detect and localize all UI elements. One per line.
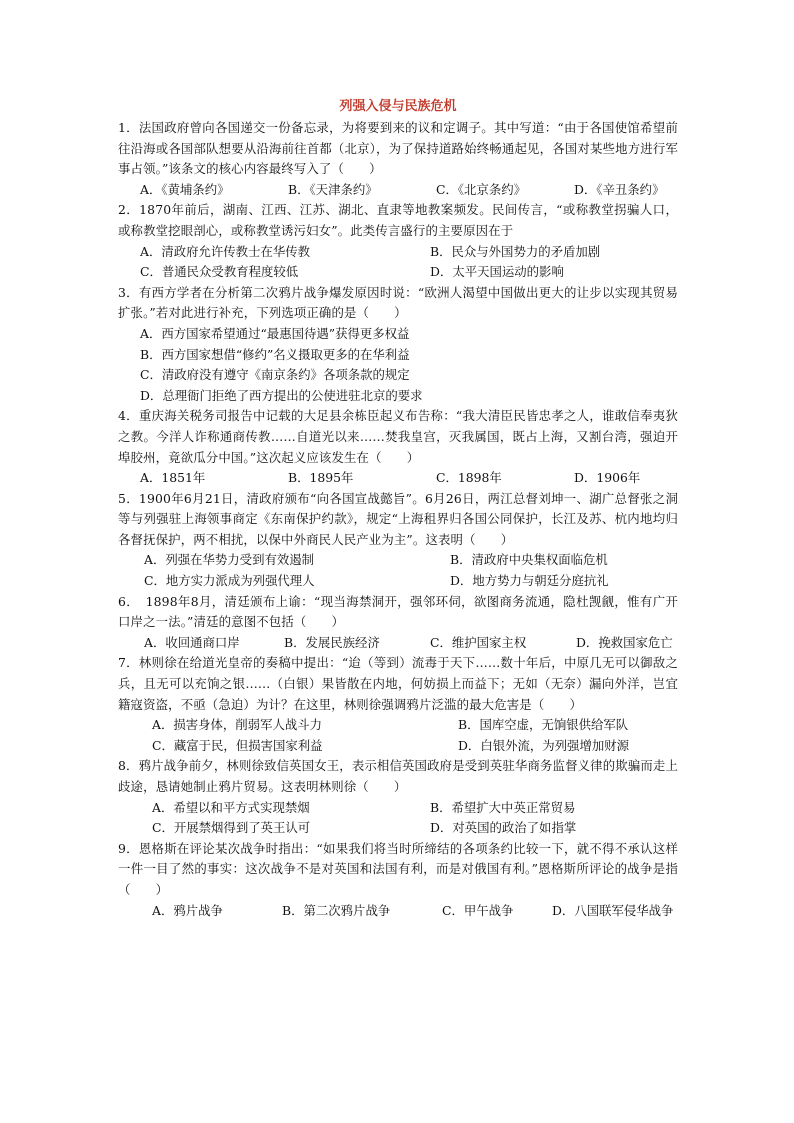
question-9-option-a: A．鸦片战争 — [152, 902, 223, 918]
question-5-options — [118, 550, 678, 591]
question-6-stem: 6． 1898年8月，清廷颁布上谕：“现当海禁洞开，强邻环伺，欲图商务流通，隐杜觊觎，惟有广开口岸之一法。”清廷的意图不包括（ ） — [118, 593, 678, 630]
question-4-stem: 4．重庆海关税务司报告中记载的大足县余栋臣起义布告称：“我大清臣民皆忠孝之人，谁敢信奉夷狄之教。今洋人诈称通商传教……自道光以来……焚我皇宫，灭我属国，既占上海，又割台湾，强迫开埠胶州，竟欲瓜分中国。”这次起义应该发生在（ ） — [118, 408, 678, 465]
question-3-option-a: A．西方国家希望通过“最惠国待遇”获得更多权益 — [140, 325, 410, 341]
question-2-options — [118, 242, 678, 283]
question-3-option-d: D．总理衙门拒绝了西方提出的公使进驻北京的要求 — [140, 387, 423, 403]
question-1-option-d: D．《辛丑条约》 — [574, 181, 665, 197]
question-6-options — [118, 633, 678, 654]
question-6-option-c: C．维护国家主权 — [430, 634, 527, 650]
question-8-option-c: C．开展禁烟得到了英王认可 — [152, 820, 311, 836]
question-1-options — [118, 180, 678, 201]
question-1-option-b: B．《天津条约》 — [288, 181, 378, 197]
question-8-options — [118, 798, 678, 839]
question-7-option-b: B．国库空虚，无饷银供给军队 — [458, 717, 629, 733]
question-1-option-c: C．《北京条约》 — [436, 181, 527, 197]
question-2-option-b: B．民众与外国势力的矛盾加剧 — [430, 243, 601, 259]
question-4-option-a: A．1851年 — [140, 470, 206, 486]
question-9-stem: 9．恩格斯在评论某次战争时指出：“如果我们将当时所缔结的各项条约比较一下，就不得不承认这样一件一目了然的事实：这次战争不是对英国和法国有利，而是对俄国有利。”恩格斯所评论的战争是指（ ） — [118, 840, 678, 897]
question-6-option-b: B．发展民族经济 — [284, 634, 380, 650]
question-4-option-d: D．1906年 — [574, 470, 641, 486]
question-3-option-b: B．西方国家想借“修约”名义摄取更多的在华利益 — [140, 346, 410, 362]
question-1-option-a: A．《黄埔条约》 — [140, 181, 230, 197]
question-9-option-c: C．甲午战争 — [442, 902, 514, 918]
question-3-stem: 3．有西方学者在分析第二次鸦片战争爆发原因时说：“欧洲人渴望中国做出更大的让步以实现其贸易扩张。”若对此进行补充，下列选项正确的是（ ） — [118, 284, 678, 321]
question-2-option-a: A．清政府允许传教士在华传教 — [140, 243, 311, 259]
question-2-option-d: D．太平天国运动的影响 — [430, 264, 564, 280]
question-5-option-a: A．列强在华势力受到有效遏制 — [144, 552, 315, 568]
question-4-options — [118, 468, 678, 489]
question-7-options — [118, 715, 678, 756]
question-9-option-b: B．第二次鸦片战争 — [282, 902, 391, 918]
question-2-stem: 2．1870年前后，湖南、江西、江苏、湖北、直隶等地教案频发。民间传言，“或称教堂拐骗人口，或称教堂挖眼剖心，或称教堂诱污妇女”。此类传言盛行的主要原因在于 — [118, 202, 678, 238]
question-5-option-c: C．地方实力派成为列强代理人 — [144, 573, 315, 589]
question-5-stem: 5．1900年6月21日，清政府颁布“向各国宣战懿旨”。6月26日，两江总督刘坤一、湖广总督张之洞等与列强驻上海领事商定《东南保护约款》，规定“上海租界归各国公同保护，长江及苏、杭内地均归各督抚保护，两不相扰，以保中外商民人民产业为主”。这表明（ ） — [118, 490, 678, 547]
question-8-option-d: D．对英国的政治了如指掌 — [430, 820, 577, 836]
question-4-option-b: B．1895年 — [288, 470, 354, 486]
question-4-option-c: C．1898年 — [436, 470, 502, 486]
question-8-stem: 8．鸦片战争前夕，林则徐致信英国女王，表示相信英国政府是受到英驻华商务监督义律的欺骗而走上歧途，恳请她制止鸦片贸易。这表明林则徐（ ） — [118, 758, 678, 794]
question-7-stem: 7．林则徐在给道光皇帝的奏稿中提出：“迨（等到）流毒于天下……数十年后，中原几无可以御敌之兵，且无可以充饷之银……（白银）果皆散在内地，何妨损上而益下；无如（无奈）漏向外洋，岂宜籍寇资盗，不亟（急迫）为计？在这里，林则徐强调鸦片泛滥的最大危害是（ ） — [118, 655, 678, 712]
question-3-option-c: C．清政府没有遵守《南京条约》各项条款的规定 — [140, 367, 410, 383]
page-title: 列强入侵与民族危机 — [339, 99, 457, 114]
question-6-option-a: A．收回通商口岸 — [144, 634, 240, 650]
question-1-stem: 1．法国政府曾向各国递交一份备忘录，为将要到来的议和定调子。其中写道：“由于各国使馆希望前往沿海或各国部队想要从沿海前往首都（北京），为了保持道路始终畅通起见，各国对某些地方进行军事占领。”该条文的核心内容最终写入了（ ） — [118, 120, 678, 177]
question-6-option-d: D．挽救国家危亡 — [576, 634, 673, 650]
exam-page — [118, 96, 678, 921]
question-3-options — [118, 324, 678, 406]
question-7-option-a: A．损害身体，削弱军人战斗力 — [152, 717, 323, 733]
question-2-option-c: C．普通民众受教育程度较低 — [140, 264, 299, 280]
question-8-option-a: A．希望以和平方式实现禁烟 — [152, 799, 310, 815]
question-9-option-d: D．八国联军侵华战争 — [552, 902, 674, 918]
question-7-option-c: C．藏富于民，但损害国家利益 — [152, 737, 323, 753]
question-8-option-b: B．希望扩大中英正常贸易 — [430, 799, 576, 815]
question-9-options — [118, 901, 678, 922]
question-7-option-d: D．白银外流，为列强增加财源 — [458, 737, 630, 753]
question-5-option-b: B．清政府中央集权面临危机 — [450, 552, 608, 568]
question-5-option-d: D．地方势力与朝廷分庭抗礼 — [450, 573, 609, 589]
